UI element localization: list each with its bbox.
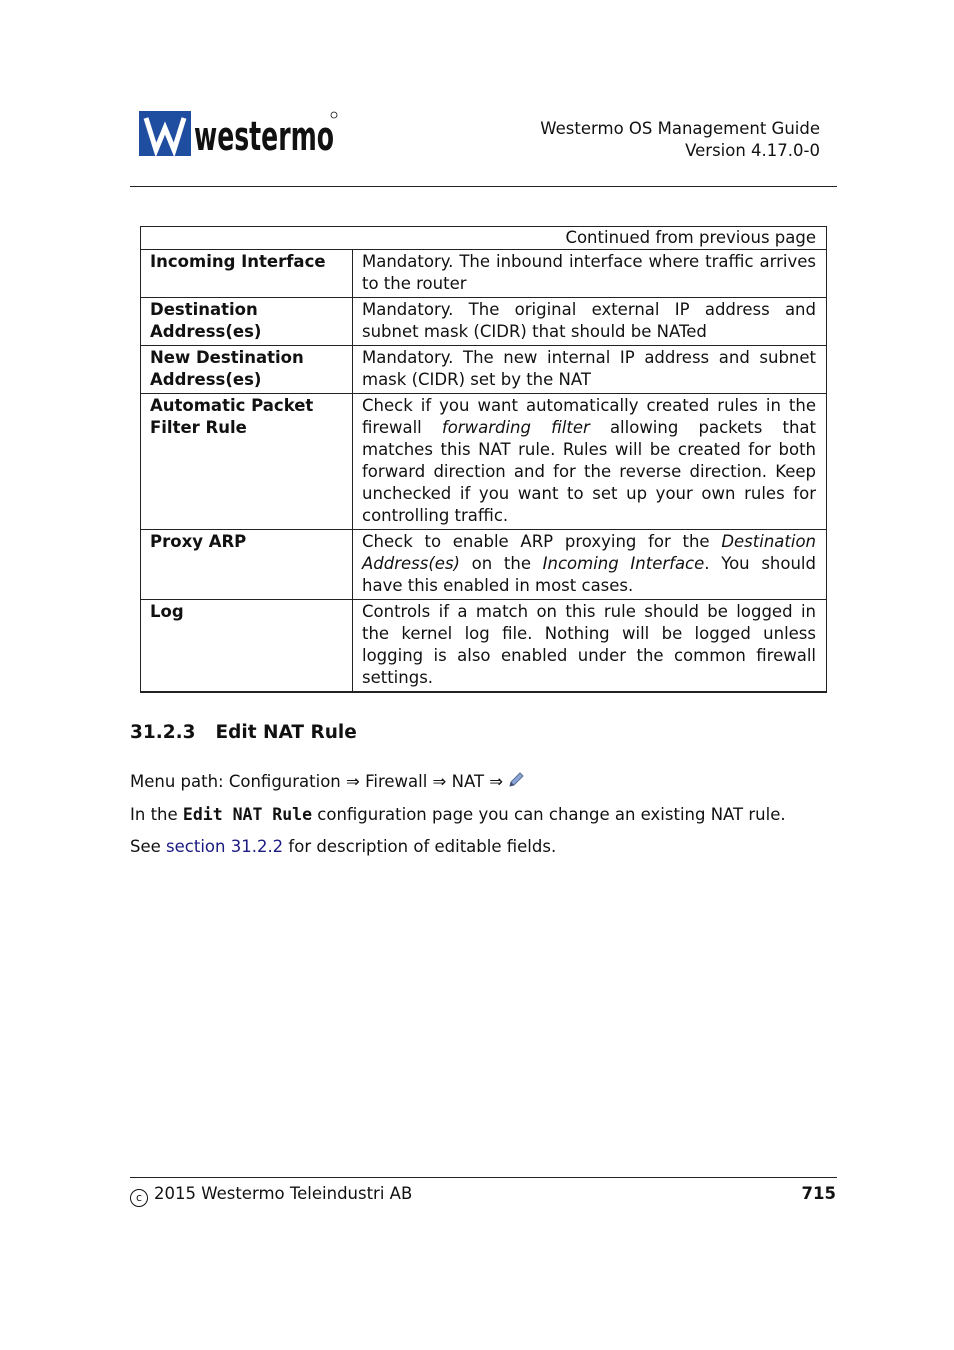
- menu-path: Menu path: Configuration ⇒ Firewall ⇒ NAT ⇒: [130, 771, 525, 793]
- footer-rule: [130, 1177, 837, 1178]
- param-description: Mandatory. The original external IP address and subnet mask (CIDR) that should be NATed: [353, 298, 827, 346]
- see-also-paragraph: See section 31.2.2 for description of editable fields.: [130, 837, 557, 856]
- param-description: Check if you want automatically created rules in the firewall forwarding filter allowing packets that matches this NAT rule. Rules will be created for both forward direction and for the reverse direction. Keep unchecked if you want to set up your own rules for controlling traffic.: [353, 394, 827, 530]
- param-name: Incoming Interface: [141, 250, 353, 298]
- section-heading: [130, 722, 357, 743]
- footer-copyright: [130, 1183, 412, 1207]
- section-number: 31.2.3: [130, 722, 196, 743]
- page-number: 715: [801, 1184, 836, 1203]
- section-title: Edit NAT Rule: [215, 722, 357, 743]
- copyright-icon: c: [130, 1189, 148, 1207]
- param-name: Automatic Packet Filter Rule: [141, 394, 353, 530]
- table-row: [141, 394, 827, 530]
- header-rule: [130, 186, 837, 187]
- pencil-icon: [507, 771, 525, 789]
- table-row: [141, 530, 827, 600]
- table-row: [141, 298, 827, 346]
- param-name: New Destination Address(es): [141, 346, 353, 394]
- param-description: Controls if a match on this rule should be logged in the kernel log file. Nothing will be logged unless logging is also enabled under the common firewall settings.: [353, 600, 827, 693]
- document-meta: [540, 118, 820, 162]
- param-description: Mandatory. The new internal IP address and subnet mask (CIDR) set by the NAT: [353, 346, 827, 394]
- parameter-table: [140, 226, 827, 693]
- table-row: [141, 346, 827, 394]
- table-row: [141, 600, 827, 693]
- logo-wordmark: westermo: [194, 114, 334, 160]
- edit-paragraph: In the Edit NAT Rule configuration page you can change an existing NAT rule.: [130, 805, 786, 824]
- continued-note: Continued from previous page: [141, 227, 827, 250]
- param-name: Log: [141, 600, 353, 693]
- param-name: Proxy ARP: [141, 530, 353, 600]
- copyright-text: 2015 Westermo Teleindustri AB: [154, 1184, 413, 1203]
- westermo-logo: [139, 110, 339, 158]
- page-name-code: Edit NAT Rule: [182, 805, 313, 824]
- guide-title: Westermo OS Management Guide: [540, 119, 820, 138]
- param-name: Destination Address(es): [141, 298, 353, 346]
- guide-version: Version 4.17.0-0: [685, 141, 820, 160]
- param-description: Mandatory. The inbound interface where traffic arrives to the router: [353, 250, 827, 298]
- table-continuation-row: [141, 227, 827, 250]
- param-description: Check to enable ARP proxying for the Destination Address(es) on the Incoming Interface. You should have this enabled in most cases.: [353, 530, 827, 600]
- table-row: [141, 250, 827, 298]
- section-link[interactable]: section 31.2.2: [166, 837, 284, 856]
